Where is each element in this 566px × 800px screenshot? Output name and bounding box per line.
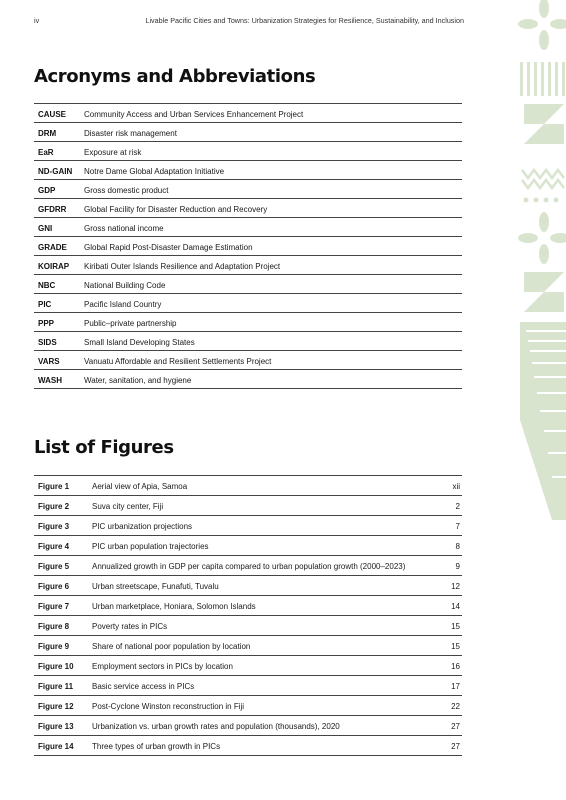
- acronym-abbr: SIDS: [34, 332, 80, 351]
- figure-caption: Basic service access in PICs: [88, 676, 432, 696]
- acronym-row: [34, 237, 462, 256]
- figure-page-number: xii: [432, 476, 462, 496]
- figure-page-number: 15: [432, 616, 462, 636]
- figure-page-number: 14: [432, 596, 462, 616]
- figure-caption: Suva city center, Fiji: [88, 496, 432, 516]
- acronym-definition: Vanuatu Affordable and Resilient Settlements Project: [80, 351, 462, 370]
- figure-label: Figure 3: [34, 516, 88, 536]
- acronym-definition: Exposure at risk: [80, 142, 462, 161]
- figure-caption: Poverty rates in PICs: [88, 616, 432, 636]
- figure-row: [34, 496, 462, 516]
- figure-caption: Annualized growth in GDP per capita compared to urban population growth (2000–2023): [88, 556, 432, 576]
- figure-row: [34, 516, 462, 536]
- figure-caption: Urban marketplace, Honiara, Solomon Islands: [88, 596, 432, 616]
- acronym-abbr: GRADE: [34, 237, 80, 256]
- acronym-row: [34, 123, 462, 142]
- figure-page-number: 15: [432, 636, 462, 656]
- pinwheel-ornament-lower: [524, 272, 564, 312]
- figure-row: [34, 576, 462, 596]
- figure-label: Figure 6: [34, 576, 88, 596]
- acronym-row: [34, 351, 462, 370]
- figure-page-number: 8: [432, 536, 462, 556]
- acronym-abbr: WASH: [34, 370, 80, 389]
- flower-ornament-middle: [518, 212, 566, 264]
- figure-row: [34, 596, 462, 616]
- acronym-abbr: PPP: [34, 313, 80, 332]
- acronym-row: [34, 370, 462, 389]
- acronym-row: [34, 142, 462, 161]
- figure-label: Figure 2: [34, 496, 88, 516]
- figure-caption: Share of national poor population by location: [88, 636, 432, 656]
- acronym-row: [34, 294, 462, 313]
- acronym-definition: National Building Code: [80, 275, 462, 294]
- acronym-abbr: GFDRR: [34, 199, 80, 218]
- acronym-definition: Kiribati Outer Islands Resilience and Adaptation Project: [80, 256, 462, 275]
- figure-row: [34, 736, 462, 756]
- figure-row: [34, 636, 462, 656]
- acronym-abbr: GNI: [34, 218, 80, 237]
- figure-label: Figure 5: [34, 556, 88, 576]
- acronym-row: [34, 313, 462, 332]
- acronym-abbr: CAUSE: [34, 104, 80, 123]
- acronym-row: [34, 332, 462, 351]
- acronym-definition: Notre Dame Global Adaptation Initiative: [80, 161, 462, 180]
- acronym-row: [34, 256, 462, 275]
- figures-title: List of Figures: [34, 437, 174, 458]
- figure-caption: PIC urbanization projections: [88, 516, 432, 536]
- figure-row: [34, 476, 462, 496]
- figure-row: [34, 676, 462, 696]
- figure-row: [34, 616, 462, 636]
- figure-label: Figure 13: [34, 716, 88, 736]
- acronyms-title: Acronyms and Abbreviations: [34, 66, 316, 87]
- figure-label: Figure 8: [34, 616, 88, 636]
- figure-row: [34, 696, 462, 716]
- acronym-row: [34, 218, 462, 237]
- figure-row: [34, 716, 462, 736]
- figure-label: Figure 9: [34, 636, 88, 656]
- acronym-abbr: EaR: [34, 142, 80, 161]
- acronym-abbr: NBC: [34, 275, 80, 294]
- acronym-abbr: GDP: [34, 180, 80, 199]
- figure-label: Figure 11: [34, 676, 88, 696]
- figure-row: [34, 536, 462, 556]
- acronym-definition: Global Facility for Disaster Reduction and Recovery: [80, 199, 462, 218]
- figure-label: Figure 14: [34, 736, 88, 756]
- flower-ornament-top: [518, 0, 566, 50]
- figure-caption: PIC urban population trajectories: [88, 536, 432, 556]
- figure-caption: Employment sectors in PICs by location: [88, 656, 432, 676]
- acronym-abbr: KOIRAP: [34, 256, 80, 275]
- figure-page-number: 22: [432, 696, 462, 716]
- figure-label: Figure 10: [34, 656, 88, 676]
- acronym-row: [34, 199, 462, 218]
- figure-label: Figure 1: [34, 476, 88, 496]
- acronym-definition: Global Rapid Post-Disaster Damage Estimation: [80, 237, 462, 256]
- figures-table: [34, 475, 462, 756]
- acronym-definition: Public–private partnership: [80, 313, 462, 332]
- figure-caption: Aerial view of Apia, Samoa: [88, 476, 432, 496]
- acronym-definition: Gross domestic product: [80, 180, 462, 199]
- pinwheel-ornament: [524, 104, 564, 144]
- figure-page-number: 17: [432, 676, 462, 696]
- figure-page-number: 27: [432, 716, 462, 736]
- decorative-pattern: [506, 0, 566, 520]
- figure-row: [34, 556, 462, 576]
- acronym-definition: Disaster risk management: [80, 123, 462, 142]
- figure-page-number: 12: [432, 576, 462, 596]
- acronym-row: [34, 180, 462, 199]
- acronym-definition: Water, sanitation, and hygiene: [80, 370, 462, 389]
- figure-row: [34, 656, 462, 676]
- report-title: Livable Pacific Cities and Towns: Urbanization Strategies for Resilience, Sustainability, and Inclusion: [145, 16, 464, 25]
- figure-label: Figure 4: [34, 536, 88, 556]
- acronym-row: [34, 104, 462, 123]
- acronym-definition: Community Access and Urban Services Enhancement Project: [80, 104, 462, 123]
- acronym-row: [34, 161, 462, 180]
- chevron-band: [522, 170, 564, 188]
- acronym-abbr: PIC: [34, 294, 80, 313]
- figure-label: Figure 12: [34, 696, 88, 716]
- acronym-abbr: ND-GAIN: [34, 161, 80, 180]
- figure-caption: Three types of urban growth in PICs: [88, 736, 432, 756]
- acronym-definition: Pacific Island Country: [80, 294, 462, 313]
- figure-caption: Urban streetscape, Funafuti, Tuvalu: [88, 576, 432, 596]
- acronym-abbr: DRM: [34, 123, 80, 142]
- acronym-definition: Gross national income: [80, 218, 462, 237]
- figure-label: Figure 7: [34, 596, 88, 616]
- stripe-band: [520, 62, 565, 96]
- figure-page-number: 16: [432, 656, 462, 676]
- acronym-definition: Small Island Developing States: [80, 332, 462, 351]
- figure-page-number: 27: [432, 736, 462, 756]
- page-number: iv: [34, 16, 40, 25]
- figure-caption: Urbanization vs. urban growth rates and population (thousands), 2020: [88, 716, 432, 736]
- acronym-row: [34, 275, 462, 294]
- figure-page-number: 9: [432, 556, 462, 576]
- acronym-abbr: VARS: [34, 351, 80, 370]
- dot-band: [524, 198, 559, 203]
- tapering-band: [520, 322, 566, 520]
- figure-page-number: 2: [432, 496, 462, 516]
- figure-page-number: 7: [432, 516, 462, 536]
- acronyms-table: [34, 103, 462, 389]
- figure-caption: Post-Cyclone Winston reconstruction in Fiji: [88, 696, 432, 716]
